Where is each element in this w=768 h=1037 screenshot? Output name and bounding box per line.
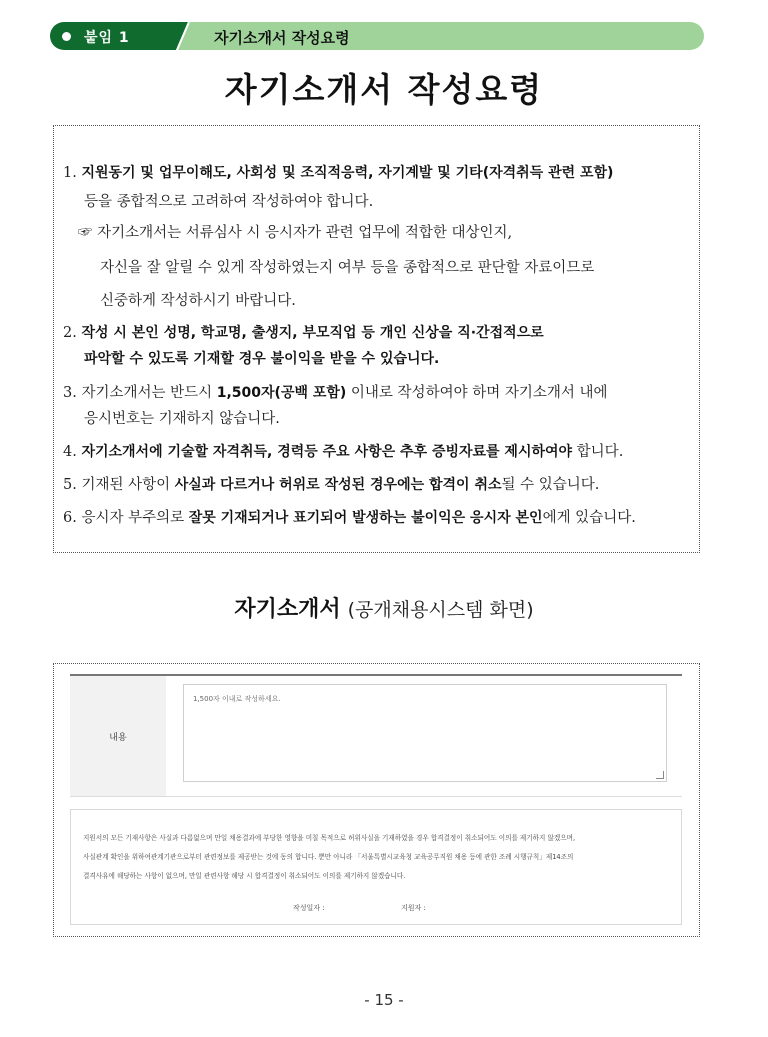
notice-line-1: 지원서의 모든 기재사항은 사실과 다름없으며 만일 채용결과에 부당한 영향을 미칠 목적으로 허위사실을 기재하였을 경우 합격결정이 취소되어도 이의를 제기하지 않겠으며,: [83, 834, 576, 842]
content-label: 내용: [109, 733, 127, 743]
subtitle-paren: (공개채용시스템 화면): [347, 599, 534, 621]
guide-item-2-cont: 파악할 수 있도록 기재할 경우 불이익을 받을 수 있습니다.: [84, 351, 440, 367]
item-bold-text: 잘못 기재되거나 표기되어 발생하는 불이익은 응시자 본인: [188, 510, 543, 526]
consent-notice-box: [70, 809, 682, 925]
item-bold-text: 1,500자(공백 포함): [216, 385, 347, 401]
guide-note-line-2: 자신을 잘 알릴 수 있게 작성하였는지 여부 등을 종합적으로 판단할 자료이므로: [100, 260, 595, 276]
item-text: 합니다.: [572, 444, 624, 460]
item-number: 3.: [63, 385, 77, 401]
item-bold-text: 작성 시 본인 성명, 학교명, 출생지, 부모직업 등 개인 신상을 직·간접적으로: [81, 325, 544, 341]
subtitle-main: 자기소개서: [234, 597, 341, 622]
note-text: 자기소개서는 서류심사 시 응시자가 관련 업무에 적합한 대상인지,: [97, 225, 513, 241]
item-text: 될 수 있습니다.: [501, 477, 600, 493]
item-text: 응시자 부주의로: [81, 510, 189, 526]
item-text: 기재된 사항이: [81, 477, 175, 493]
section-subtitle: [0, 592, 768, 623]
resize-grip-icon[interactable]: [656, 771, 664, 779]
guide-note-line-3: 신중하게 작성하시기 바랍니다.: [100, 293, 296, 309]
system-screen-box: [53, 663, 700, 937]
bullet-dot-icon: [62, 32, 71, 41]
date-label: 작성일자 :: [293, 904, 325, 912]
document-title: 자기소개서 작성요령: [224, 70, 544, 109]
guide-item-6: [63, 506, 636, 527]
notice-line-2: 사실관계 확인을 위하여관계기관으로부터 관련정보를 제공받는 것에 동의 합니다. 뿐만 아니라 「서울특별시교육청 교육공무직원 채용 등에 관한 조례 시행규칙」제14조의: [83, 853, 574, 861]
item-text: 자기소개서는 반드시: [81, 385, 217, 401]
guide-item-2: [63, 322, 544, 342]
guide-item-1: [63, 162, 613, 182]
item-number: 2.: [63, 325, 77, 341]
item-number: 5.: [63, 477, 77, 493]
item-text: 에게 있습니다.: [542, 510, 636, 526]
appendix-header: [50, 22, 704, 50]
applicant-label: 지원자 :: [401, 904, 426, 912]
notice-line-3: 결격사유에 해당하는 사항이 없으며, 만일 관련사항 해당 시 합격결정이 취소되어도 이의를 제기하지 않겠습니다.: [83, 872, 406, 880]
content-label-cell: [70, 676, 166, 796]
guide-item-3-cont: 응시번호는 기재하지 않습니다.: [84, 411, 280, 427]
item-bold-text: 사실과 다르거나 허위로 작성된 경우에는 합격이 취소: [174, 477, 502, 493]
item-number: 4.: [63, 444, 77, 460]
guide-item-5: [63, 473, 599, 494]
guide-box: [53, 125, 700, 553]
header-slant-divider: [150, 22, 198, 50]
appendix-tag: 붙임 1: [84, 30, 130, 46]
content-row: [70, 674, 682, 797]
item-number: 1.: [63, 165, 77, 181]
item-bold-text: 지원동기 및 업무이해도, 사회성 및 조직적응력, 자기계발 및 기타(자격취득 관련 포함): [81, 165, 614, 181]
textarea-placeholder: 1,500자 이내로 작성하세요.: [193, 695, 281, 703]
header-title: 자기소개서 작성요령: [214, 29, 350, 47]
item-number: 6.: [63, 510, 77, 526]
guide-item-4: [63, 440, 623, 461]
item-bold-text: 자기소개서에 기술할 자격취득, 경력등 주요 사항은 추후 증빙자료를 제시하여야: [81, 444, 573, 460]
guide-item-3: [63, 381, 607, 402]
item-text: 이내로 작성하여야 하며 자기소개서 내에: [346, 385, 608, 401]
guide-item-1-cont: 등을 종합적으로 고려하여 작성하여야 합니다.: [84, 194, 374, 210]
guide-note-line-1: [78, 221, 512, 242]
pointing-hand-icon: ☞: [78, 225, 93, 241]
content-textarea[interactable]: [183, 684, 667, 782]
page-number: - 15 -: [364, 991, 404, 1009]
